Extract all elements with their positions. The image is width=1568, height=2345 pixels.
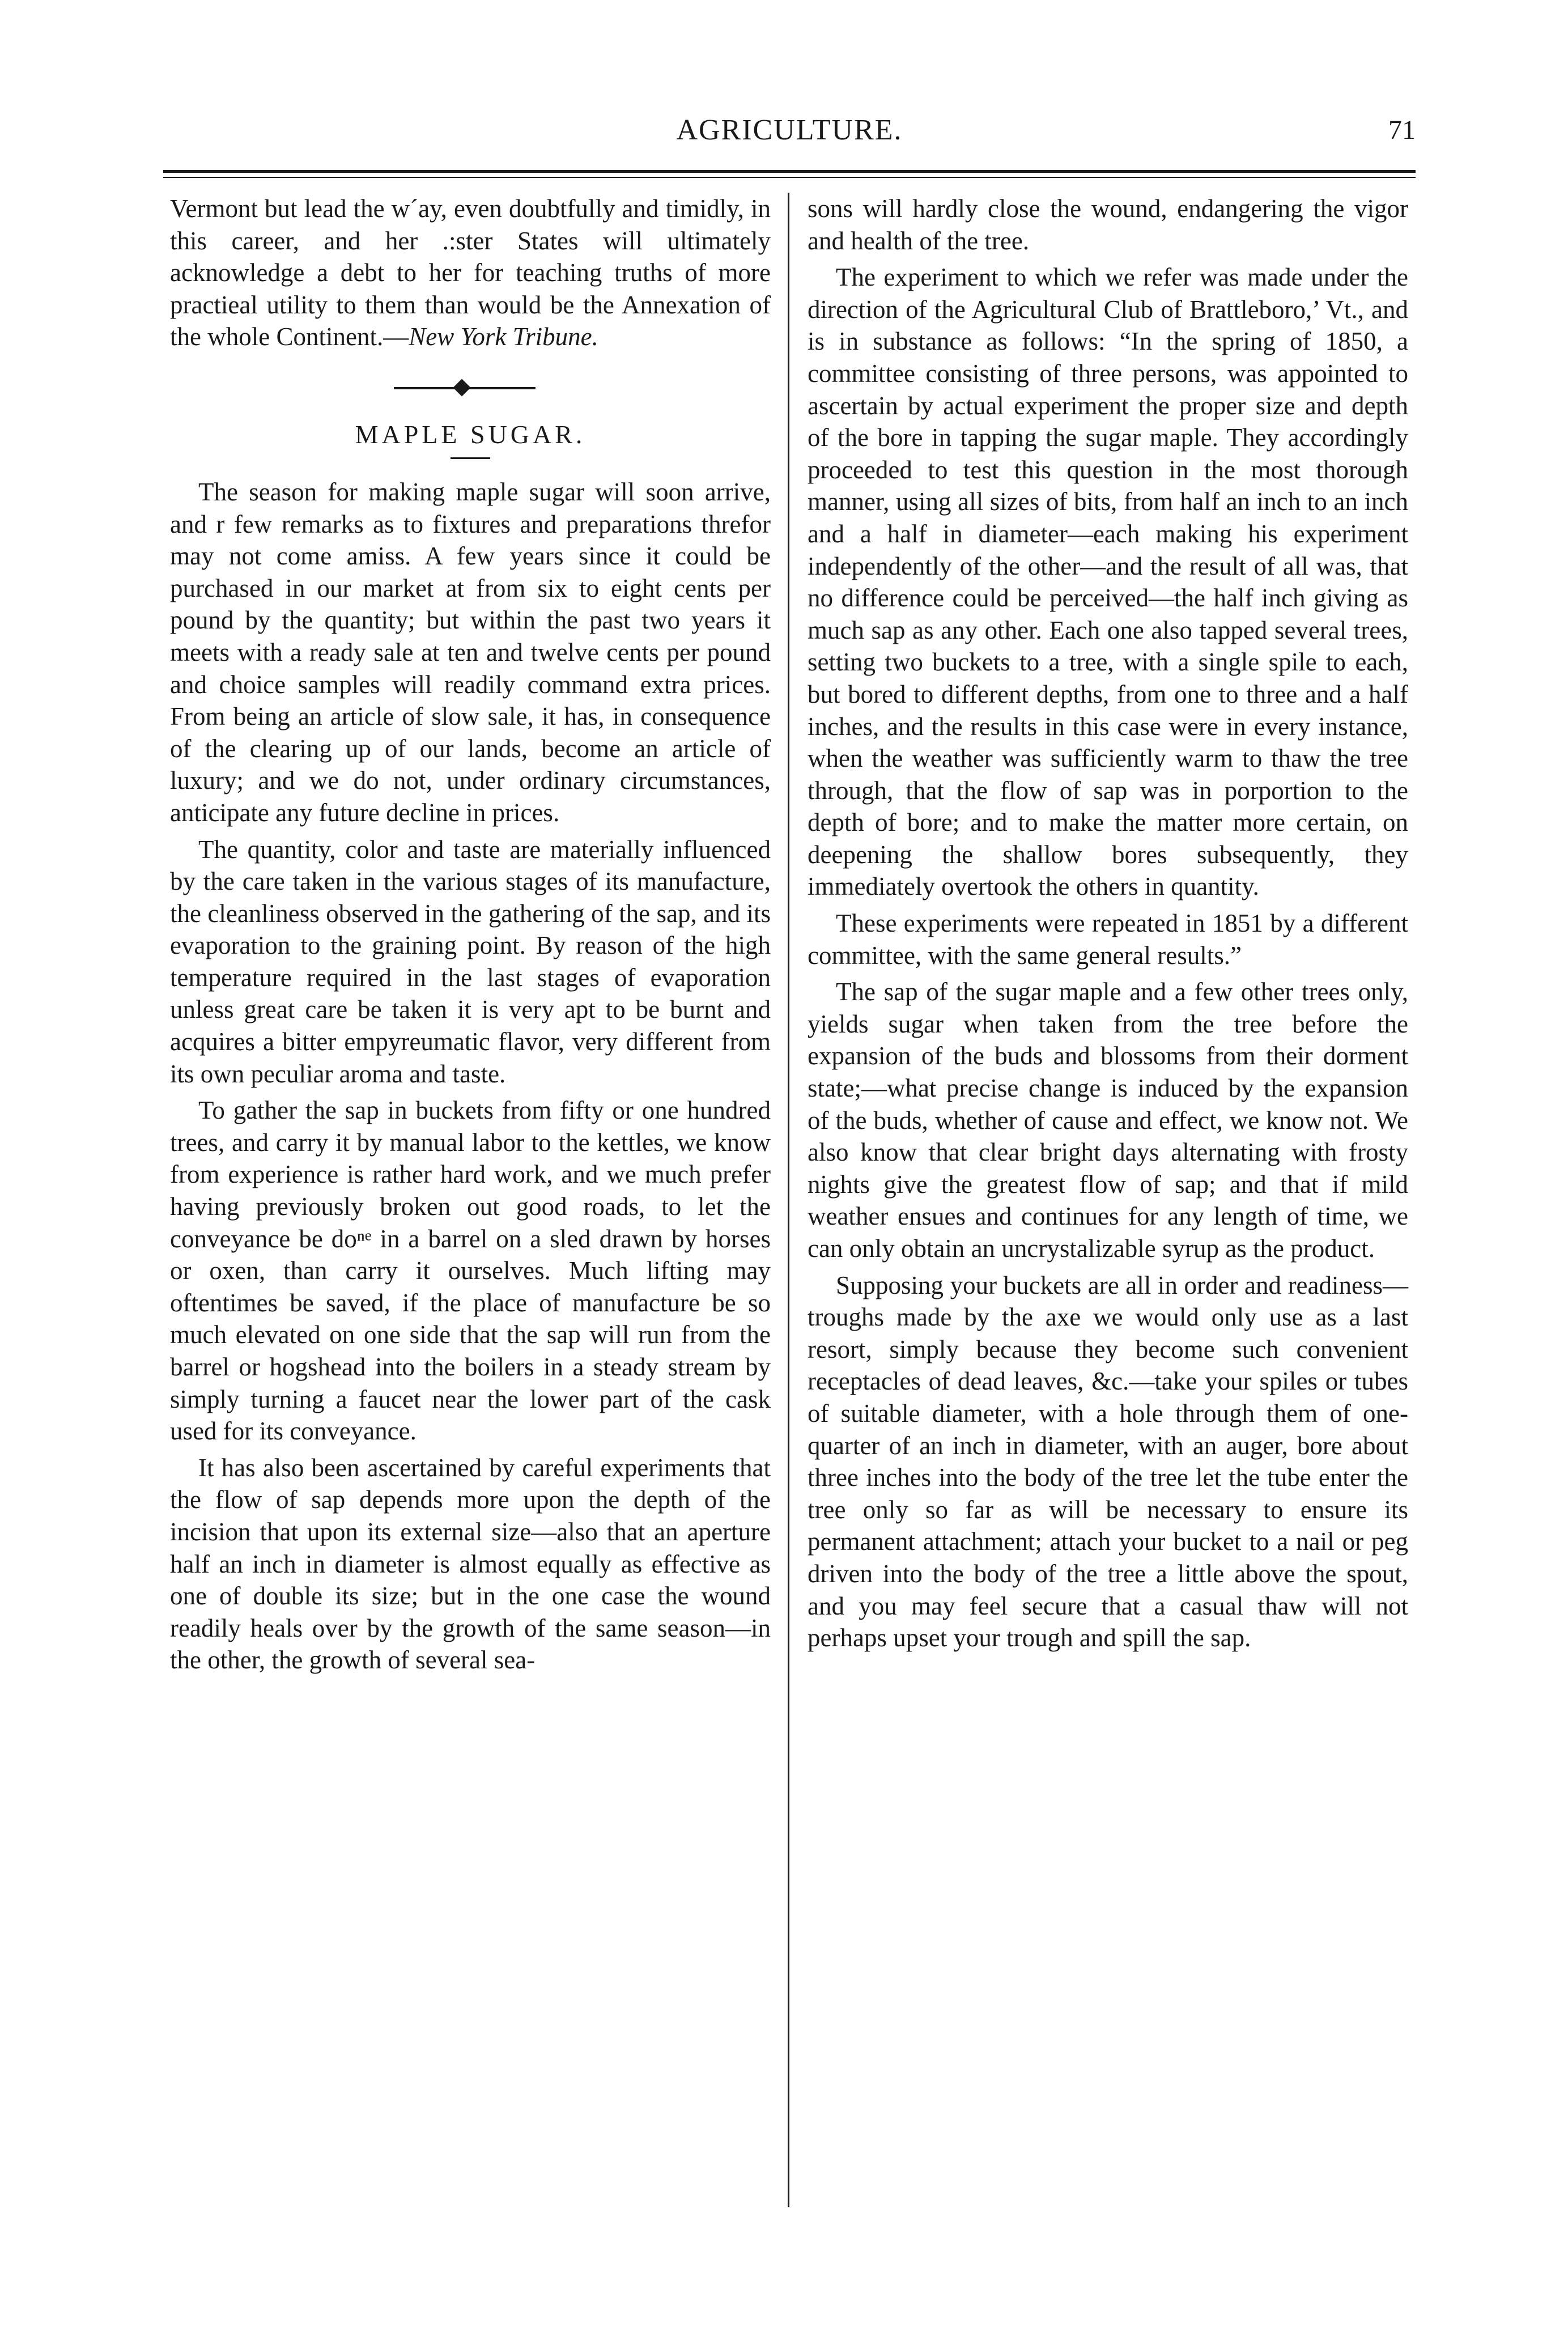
body-paragraph: Supposing your buckets are all in order and readiness—troughs made by the axe we would only use as a last resort, simply because they become such convenient receptacles of dead leaves, &c.—take your spiles or tubes of suitable diameter, with a hole through them of one-quarter of an inch in diameter, with an auger, bore about three inches into the body of the tree let the tube enter the tree only so far as will be necessary to ensure its permanent attachment; attach your bucket to a nail or peg driven into the body of the tree a little above the spout, and you may feel secure that a casual thaw will not perhaps upset your trough and spill the sap. xyxy=(808,1271,1408,1652)
column-divider xyxy=(788,193,789,2207)
continued-paragraph xyxy=(170,193,771,353)
source-citation: New York Tribune. xyxy=(409,322,598,351)
body-paragraph: The quantity, color and taste are materially influenced by the care taken in the various stages of its manufacture, the cleanliness observed in the gathering of the sap, and its evaporation to the graining point. By reason of the high temperature required in the last stages of evaporation unless great care be taken it is very apt to be burnt and acquires a bitter empyreumatic flavor, very different from its own peculiar aroma and taste. xyxy=(170,835,771,1088)
body-paragraph: It has also been ascertained by careful experiments that the flow of sap depends more upon the depth of the incision that upon its external size—also that an aperture half an inch in diameter is almost equally as effective as one of double its size; but in the one case the wound readily heals over by the growth of the same season—in the other, the growth of several sea- xyxy=(170,1453,771,1675)
section-heading: MAPLE SUGAR. xyxy=(355,419,586,449)
continued-paragraph: sons will hardly close the wound, endangering the vigor and health of the tree. xyxy=(808,194,1408,255)
left-column xyxy=(170,193,771,1676)
header-rule-thin xyxy=(163,177,1416,178)
body-paragraph: The sap of the sugar maple and a few other trees only, yields sugar when taken from the tree before the expansion of the buds and blossoms from their dorment state;—what precise change is induced by the expansion of the buds, whether of cause and effect, we know not. We also know that clear bright days alternating with frosty nights give the greatest flow of sap; and that if mild weather ensues and continues for any length of time, we can only obtain an uncrystalizable syrup as the product. xyxy=(808,978,1408,1263)
page-number: 71 xyxy=(1388,115,1416,145)
body-paragraph: These experiments were repeated in 1851 by a different committee, with the same general results.” xyxy=(808,909,1408,970)
ornament-diamond-icon xyxy=(453,379,470,396)
running-head xyxy=(163,108,1416,159)
section-ornament xyxy=(170,381,771,395)
body-paragraph: The season for making maple sugar will soon arrive, and r few remarks as to fixtures and preparations threfor may not come amiss. A few years since it could be purchased in our market at from six to eight cents per pound by the quantity; but within the past two years it meets with a ready sale at ten and twelve cents per pound and choice samples will readily command extra prices. From being an article of slow sale, it has, in consequence of the clearing up of our lands, become an article of luxury; and we do not, under ordinary circumstances, anticipate any future decline in prices. xyxy=(170,477,771,827)
body-paragraph: The experiment to which we refer was made under the direction of the Agricultural Club of Brattleboro,’ Vt., and is in substance as follows: “In the spring of 1850, a committee consisting of three persons, was appointed to ascertain by actual experiment the proper size and depth of the bore in tapping the sugar maple. They accordingly proceeded to test this question in the most thorough manner, using all sizes of bits, from half an inch to an inch and a half in diameter—each making his experiment independently of the other—and the result of all was, that no difference could be perceived—the half inch giving as much sap as any other. Each one also tapped several trees, setting two buckets to a tree, with a single spile to each, but bored to different depths, from one to three and a half inches, and the results in this case were in every instance, when the weather was sufficiently warm to thaw the tree through, that the flow of sap was in porportion to the depth of bore; and to make the matter more certain, on deepening the shallow bores subsequently, they immediately overtook the others in quantity. xyxy=(808,263,1408,901)
header-rule xyxy=(163,170,1416,173)
continued-text: Vermont but lead the w´ay, even doubtfully and timidly, in this career, and her .:ster States will ultimately acknowledge a debt to her for teaching truths of more practieal utility to them than would be the Annexation of the whole Continent.— xyxy=(170,194,771,351)
running-title: AGRICULTURE. xyxy=(676,114,903,146)
right-column xyxy=(808,193,1408,1654)
body-paragraph: To gather the sap in buckets from fifty or one hundred trees, and carry it by manual labor to the kettles, we know from experience is rather hard work, and we much prefer having previously broken out good roads, to let the conveyance be doⁿᵉ in a barrel on a sled drawn by horses or oxen, than carry it ourselves. Much lifting may oftentimes be saved, if the place of manufacture be so much elevated on one side that the sap will run from the barrel or hogshead into the boilers in a steady stream by simply turning a faucet near the lower part of the cask used for its conveyance. xyxy=(170,1096,771,1446)
heading-rule xyxy=(451,457,490,459)
